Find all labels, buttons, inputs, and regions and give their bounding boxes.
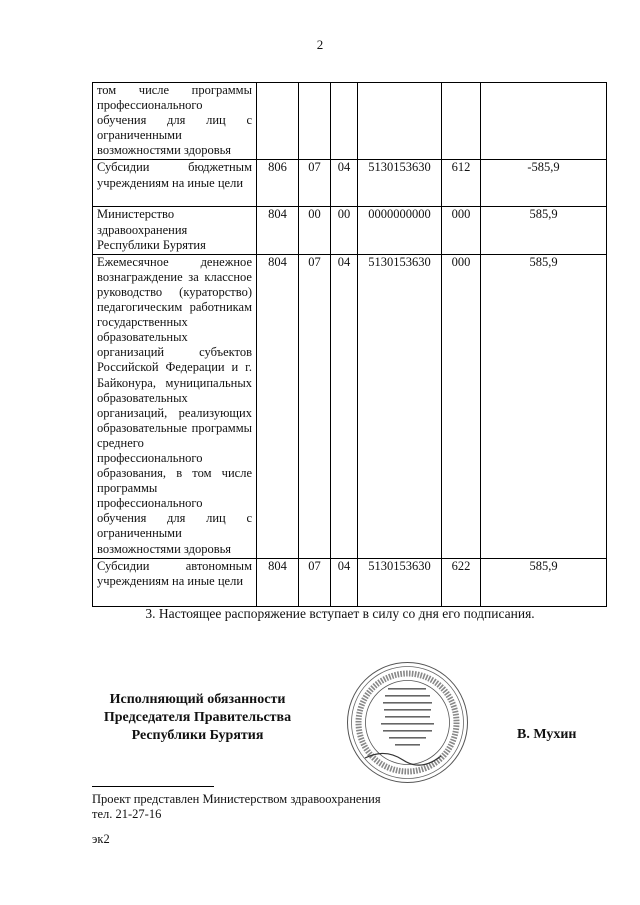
signatory-name: В. Мухин: [517, 727, 577, 742]
cell-ministry-code: 804: [257, 207, 299, 254]
cell-amount: [481, 83, 607, 160]
cell-target-article: 5130153630: [358, 160, 442, 207]
row-description: Субсидии бюджетным учреждениям на иные цели: [93, 160, 257, 207]
cell-section: 07: [299, 160, 331, 207]
decree-paragraph: 3. Настоящее распоряжение вступает в силу со дня его подписания.: [145, 606, 535, 621]
cell-section: 07: [299, 254, 331, 558]
cell-ministry-code: 804: [257, 254, 299, 558]
cell-subsection: 04: [331, 254, 358, 558]
row-description: Ежемесячное денежное вознаграждение за классное руководство (кураторство) педагогическим работникам государственных образовательных организаций субъектов Российской Федерации и г. Байконура, муниципальных образовательных организаций, реализующих образовательные программы среднего профессионального образования, в том числе программы профессионального обучения для лиц с ограниченными возможностями здоровья: [93, 254, 257, 558]
cell-amount: 585,9: [481, 254, 607, 558]
position-line: Председателя Правительства: [103, 710, 292, 725]
footnote: [92, 792, 381, 822]
signatory-position: [90, 691, 305, 745]
table-row: [93, 160, 607, 207]
cell-target-article: 0000000000: [358, 207, 442, 254]
cell-section: [299, 83, 331, 160]
cell-section: 07: [299, 558, 331, 606]
table-row: [93, 207, 607, 254]
cell-target-article: 5130153630: [358, 558, 442, 606]
cell-amount: -585,9: [481, 160, 607, 207]
footnote-line-1: Проект представлен Министерством здравоохранения: [92, 792, 381, 806]
cell-ministry-code: 804: [257, 558, 299, 606]
cell-expense-type: [442, 83, 481, 160]
cell-expense-type: 000: [442, 254, 481, 558]
cell-subsection: [331, 83, 358, 160]
table-row: [93, 83, 607, 160]
cell-subsection: 04: [331, 160, 358, 207]
position-line: Республики Бурятия: [131, 728, 264, 743]
row-description: Министерство здравоохранения Республики Бурятия: [93, 207, 257, 254]
cell-expense-type: 612: [442, 160, 481, 207]
cell-ministry-code: 806: [257, 160, 299, 207]
cell-target-article: 5130153630: [358, 254, 442, 558]
cell-amount: 585,9: [481, 207, 607, 254]
budget-table: [92, 82, 607, 607]
page-number: 2: [316, 37, 324, 52]
document-code: эк2: [92, 832, 110, 846]
table-row: [93, 558, 607, 606]
cell-ministry-code: [257, 83, 299, 160]
cell-expense-type: 622: [442, 558, 481, 606]
footnote-divider: [92, 786, 214, 787]
official-seal-icon: [345, 660, 470, 785]
cell-amount: 585,9: [481, 558, 607, 606]
cell-target-article: [358, 83, 442, 160]
cell-expense-type: 000: [442, 207, 481, 254]
row-description: том числе программы профессионального обучения для лиц с ограниченными возможностями здоровья: [93, 83, 257, 160]
position-line: Исполняющий обязанности: [109, 692, 286, 707]
cell-subsection: 04: [331, 558, 358, 606]
row-description: Субсидии автономным учреждениям на иные цели: [93, 558, 257, 606]
cell-section: 00: [299, 207, 331, 254]
cell-subsection: 00: [331, 207, 358, 254]
footnote-line-2: тел. 21-27-16: [92, 807, 162, 821]
table-row: [93, 254, 607, 558]
